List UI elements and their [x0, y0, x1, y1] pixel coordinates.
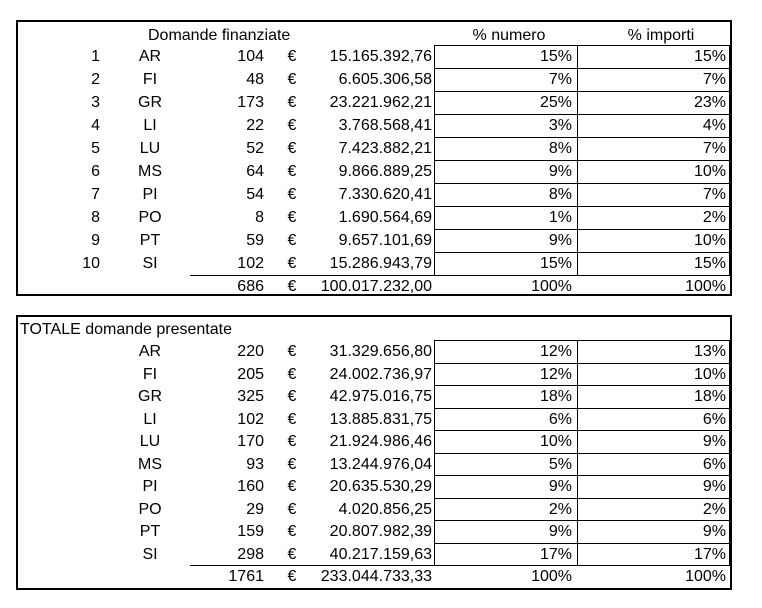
total-row	[18, 276, 730, 299]
currency-symbol: €	[287, 545, 297, 563]
table-row	[18, 364, 730, 387]
province-code: PT	[139, 232, 161, 249]
table-row	[18, 521, 730, 544]
total-count: 1761	[228, 568, 264, 585]
submitted-table-title: TOTALE domande presentate	[20, 321, 232, 338]
pct-amount-value: 18%	[693, 388, 726, 405]
row-index: 8	[91, 209, 100, 226]
table-row	[18, 46, 730, 69]
table-row	[18, 341, 730, 364]
pct-number-value: 5%	[548, 455, 572, 473]
province-code: PO	[138, 500, 162, 518]
currency-symbol: €	[287, 209, 297, 226]
table-row	[18, 499, 730, 522]
total-pct-amount: 100%	[685, 278, 726, 295]
application-count: 29	[246, 500, 264, 518]
pct-amount-value: 15%	[693, 255, 726, 272]
province-code: SI	[142, 255, 158, 272]
pct-number-value: 12%	[539, 343, 572, 360]
pct-amount-value: 10%	[693, 365, 726, 383]
pct-number-value: 15%	[539, 48, 572, 65]
province-code: MS	[138, 163, 162, 180]
province-code: LI	[143, 410, 157, 428]
province-code: MS	[138, 455, 162, 473]
currency-symbol: €	[287, 186, 297, 203]
row-index: 4	[91, 117, 100, 134]
row-index: 1	[91, 48, 100, 65]
row-index: 6	[91, 163, 100, 180]
province-code: PI	[142, 478, 158, 495]
pct-number-value: 9%	[548, 163, 572, 180]
table-row	[18, 207, 730, 230]
currency-symbol: €	[287, 455, 297, 473]
pct-amount-value: 6%	[702, 455, 726, 473]
currency-symbol: €	[287, 433, 297, 450]
application-count: 8	[255, 209, 264, 226]
pct-amount-value: 4%	[702, 117, 726, 134]
pct-amount-value: 7%	[702, 140, 726, 157]
total-pct-number: 100%	[531, 278, 572, 295]
province-code: PO	[138, 209, 162, 226]
pct-amount-value: 23%	[693, 94, 726, 111]
pct-amount-value: 15%	[693, 48, 726, 65]
province-code: LI	[143, 117, 157, 134]
amount-value: 4.020.856,25	[338, 500, 432, 518]
province-code: GR	[138, 388, 162, 405]
amount-value: 20.807.982,39	[329, 523, 432, 540]
pct-number-value: 2%	[548, 500, 572, 518]
amount-value: 7.423.882,21	[338, 140, 432, 157]
amount-value: 9.866.889,25	[338, 163, 432, 180]
pct-number-value: 25%	[539, 94, 572, 111]
application-count: 54	[246, 186, 264, 203]
currency-symbol: €	[287, 410, 297, 428]
application-count: 102	[237, 255, 264, 272]
application-count: 48	[246, 71, 264, 88]
application-count: 325	[237, 388, 264, 405]
pct-number-value: 8%	[548, 140, 572, 157]
province-code: PI	[142, 186, 158, 203]
pct-number-value: 7%	[548, 71, 572, 88]
row-index: 10	[82, 255, 100, 272]
pct-amount-value: 2%	[702, 209, 726, 226]
table-row	[18, 409, 730, 432]
application-count: 220	[237, 343, 264, 360]
table-row	[18, 253, 730, 276]
table-row	[18, 230, 730, 253]
province-code: FI	[142, 365, 158, 383]
table-row	[18, 161, 730, 184]
amount-value: 9.657.101,69	[338, 232, 432, 249]
pct-number-value: 3%	[548, 117, 572, 134]
total-pct-amount: 100%	[685, 568, 726, 585]
currency-symbol: €	[287, 478, 297, 495]
table-row	[18, 431, 730, 454]
pct-number-value: 6%	[548, 410, 572, 428]
amount-value: 15.165.392,76	[329, 48, 432, 65]
application-count: 59	[246, 232, 264, 249]
application-count: 104	[237, 48, 264, 65]
application-count: 93	[246, 455, 264, 473]
table-row	[18, 386, 730, 409]
currency-symbol: €	[287, 388, 297, 405]
province-code: AR	[138, 48, 162, 65]
pct-amount-value: 7%	[702, 186, 726, 203]
amount-value: 23.221.962,21	[329, 94, 432, 111]
amount-value: 24.002.736,97	[329, 365, 432, 383]
total-row	[18, 566, 730, 589]
pct-amount-value: 10%	[693, 232, 726, 249]
pct-number-value: 9%	[548, 478, 572, 495]
currency-symbol: €	[287, 140, 297, 157]
table-row	[18, 544, 730, 567]
application-count: 170	[237, 433, 264, 450]
province-code: LU	[139, 140, 161, 157]
currency-symbol: €	[287, 343, 297, 360]
table-row	[18, 92, 730, 115]
amount-value: 3.768.568,41	[338, 117, 432, 134]
province-code: FI	[142, 71, 158, 88]
total-pct-number: 100%	[531, 568, 572, 585]
amount-value: 6.605.306,58	[338, 71, 432, 88]
pct-amount-value: 17%	[693, 545, 726, 563]
currency-symbol: €	[287, 568, 297, 585]
pct-number-value: 1%	[548, 209, 572, 226]
row-index: 3	[91, 94, 100, 111]
amount-value: 20.635.530,29	[329, 478, 432, 495]
pct-number-value: 12%	[539, 365, 572, 383]
table-row	[18, 454, 730, 477]
application-count: 205	[237, 365, 264, 383]
table-row	[18, 138, 730, 161]
pct-number-value: 9%	[548, 232, 572, 249]
amount-value: 21.924.986,46	[329, 433, 432, 450]
pct-amount-value: 9%	[702, 523, 726, 540]
amount-value: 1.690.564,69	[338, 209, 432, 226]
pct-number-value: 18%	[539, 388, 572, 405]
pct-number-value: 9%	[548, 523, 572, 540]
pct-number-value: 15%	[539, 255, 572, 272]
table-row	[18, 476, 730, 499]
header-pct-amount: % importi	[627, 27, 695, 44]
application-count: 52	[246, 140, 264, 157]
pct-amount-value: 13%	[693, 343, 726, 360]
currency-symbol: €	[287, 71, 297, 88]
funded-table-title: Domande finanziate	[148, 27, 291, 44]
row-index: 7	[91, 186, 100, 203]
row-index: 9	[91, 232, 100, 249]
currency-symbol: €	[287, 278, 297, 295]
pct-amount-value: 9%	[702, 433, 726, 450]
pct-amount-value: 10%	[693, 163, 726, 180]
pct-number-value: 17%	[539, 545, 572, 563]
province-code: AR	[138, 343, 162, 360]
row-index: 5	[91, 140, 100, 157]
currency-symbol: €	[287, 500, 297, 518]
currency-symbol: €	[287, 48, 297, 65]
submitted-applications-table	[16, 315, 732, 590]
table-row	[18, 115, 730, 138]
total-amount: 233.044.733,33	[320, 568, 432, 585]
application-count: 160	[237, 478, 264, 495]
amount-value: 13.244.976,04	[329, 455, 432, 473]
amount-value: 7.330.620,41	[338, 186, 432, 203]
application-count: 298	[237, 545, 264, 563]
amount-value: 13.885.831,75	[329, 410, 432, 428]
province-code: SI	[142, 545, 158, 563]
currency-symbol: €	[287, 365, 297, 383]
application-count: 64	[246, 163, 264, 180]
header-pct-number: % numero	[472, 27, 546, 44]
pct-amount-value: 9%	[702, 478, 726, 495]
funded-applications-table	[16, 20, 732, 296]
amount-value: 31.329.656,80	[329, 343, 432, 360]
pct-number-value: 10%	[539, 433, 572, 450]
currency-symbol: €	[287, 255, 297, 272]
table-row	[18, 69, 730, 92]
amount-value: 15.286.943,79	[329, 255, 432, 272]
province-code: PT	[139, 523, 161, 540]
amount-value: 42.975.016,75	[329, 388, 432, 405]
pct-number-value: 8%	[548, 186, 572, 203]
pct-amount-value: 2%	[702, 500, 726, 518]
currency-symbol: €	[287, 94, 297, 111]
application-count: 173	[237, 94, 264, 111]
currency-symbol: €	[287, 163, 297, 180]
table-row	[18, 184, 730, 207]
application-count: 102	[237, 410, 264, 428]
application-count: 22	[246, 117, 264, 134]
total-amount: 100.017.232,00	[320, 278, 432, 295]
pct-amount-value: 7%	[702, 71, 726, 88]
amount-value: 40.217.159,63	[329, 545, 432, 563]
currency-symbol: €	[287, 117, 297, 134]
application-count: 159	[237, 523, 264, 540]
currency-symbol: €	[287, 523, 297, 540]
row-index: 2	[91, 71, 100, 88]
currency-symbol: €	[287, 232, 297, 249]
province-code: LU	[139, 433, 161, 450]
province-code: GR	[138, 94, 162, 111]
total-count: 686	[237, 278, 264, 295]
pct-amount-value: 6%	[702, 410, 726, 428]
